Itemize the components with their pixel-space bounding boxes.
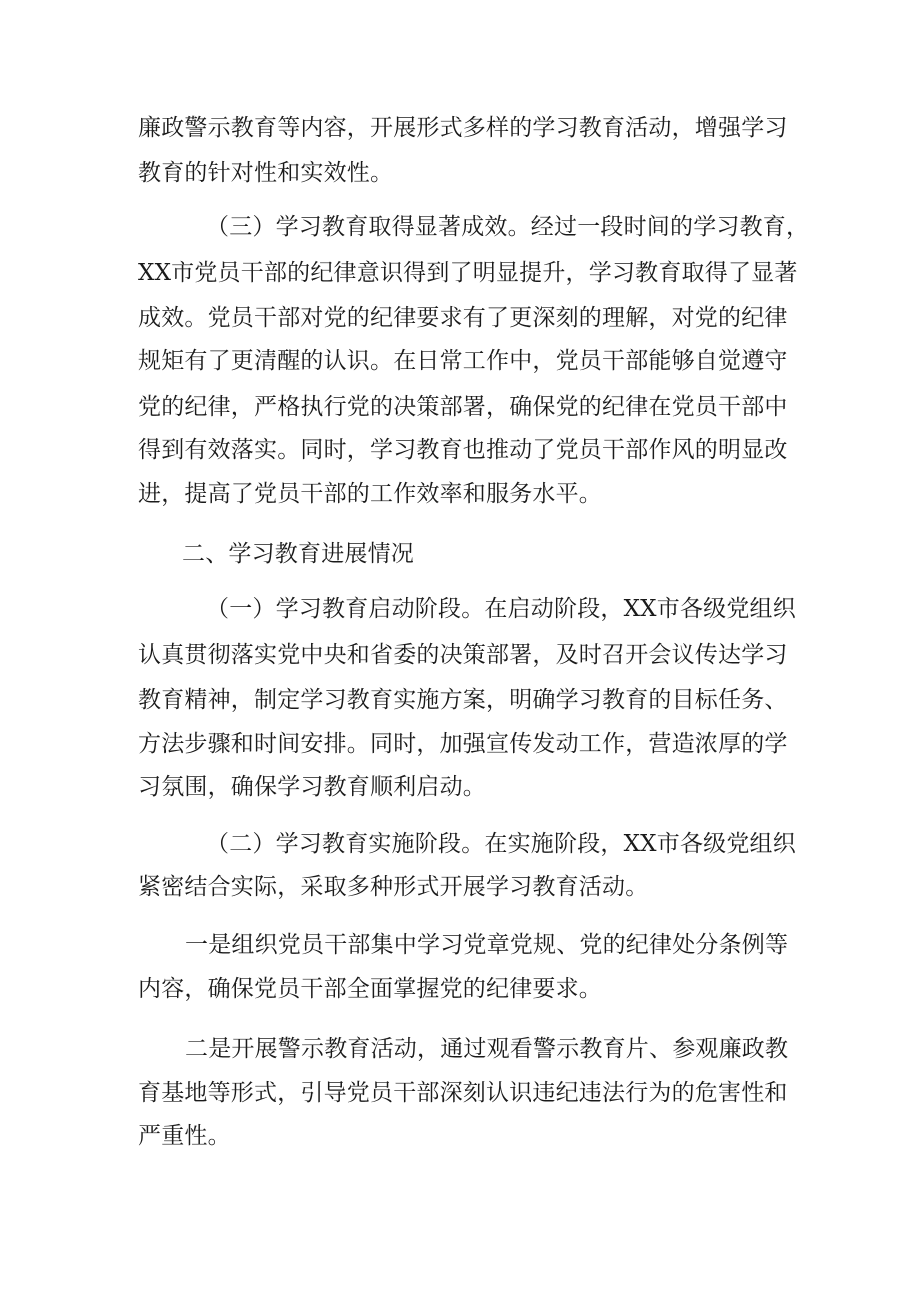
paragraph-line: 成效。党员干部对党的纪律要求有了更深刻的理解，对党的纪律 — [138, 305, 788, 331]
paragraph-line: 习氛围，确保学习教育顺利启动。 — [138, 774, 486, 800]
paragraph-line: 方法步骤和时间安排。同时，加强宣传发动工作，营造浓厚的学 — [138, 731, 788, 757]
paragraph-line: 严重性。 — [138, 1123, 231, 1149]
paragraph-line: 教育精神，制定学习教育实施方案，明确学习教育的目标任务、 — [138, 687, 788, 713]
section-heading: 二、学习教育进展情况 — [182, 541, 414, 567]
paragraph-line: （二）学习教育实施阶段。在实施阶段，XX市各级党组织 — [206, 831, 796, 857]
paragraph-line: 教育的针对性和实效性。 — [138, 160, 394, 186]
paragraph-line: 一是组织党员干部集中学习党章党规、党的纪律处分条例等 — [185, 932, 789, 958]
paragraph-line: 认真贯彻落实党中央和省委的决策部署，及时召开会议传达学习 — [138, 642, 788, 668]
paragraph-line: 得到有效落实。同时，学习教育也推动了党员干部作风的明显改 — [138, 437, 788, 463]
paragraph-line: （一）学习教育启动阶段。在启动阶段，XX市各级党组织 — [206, 596, 796, 622]
paragraph-line: 廉政警示教育等内容，开展形式多样的学习教育活动，增强学习 — [138, 115, 788, 141]
paragraph-line: XX市党员干部的纪律意识得到了明显提升，学习教育取得了显著 — [138, 260, 798, 286]
paragraph-line: 育基地等形式，引导党员干部深刻认识违纪违法行为的危害性和 — [138, 1080, 788, 1106]
paragraph-line: 紧密结合实际，采取多种形式开展学习教育活动。 — [138, 874, 649, 900]
paragraph-line: 党的纪律，严格执行党的决策部署，确保党的纪律在党员干部中 — [138, 394, 788, 420]
paragraph-line: 进，提高了党员干部的工作效率和服务水平。 — [138, 481, 602, 507]
paragraph-line: 二是开展警示教育活动，通过观看警示教育片、参观廉政教 — [185, 1036, 789, 1062]
paragraph-line: （三）学习教育取得显著成效。经过一段时间的学习教育， — [206, 214, 810, 240]
paragraph-line: 内容，确保党员干部全面掌握党的纪律要求。 — [138, 976, 602, 1002]
paragraph-line: 规矩有了更清醒的认识。在日常工作中，党员干部能够自觉遵守 — [138, 348, 788, 374]
